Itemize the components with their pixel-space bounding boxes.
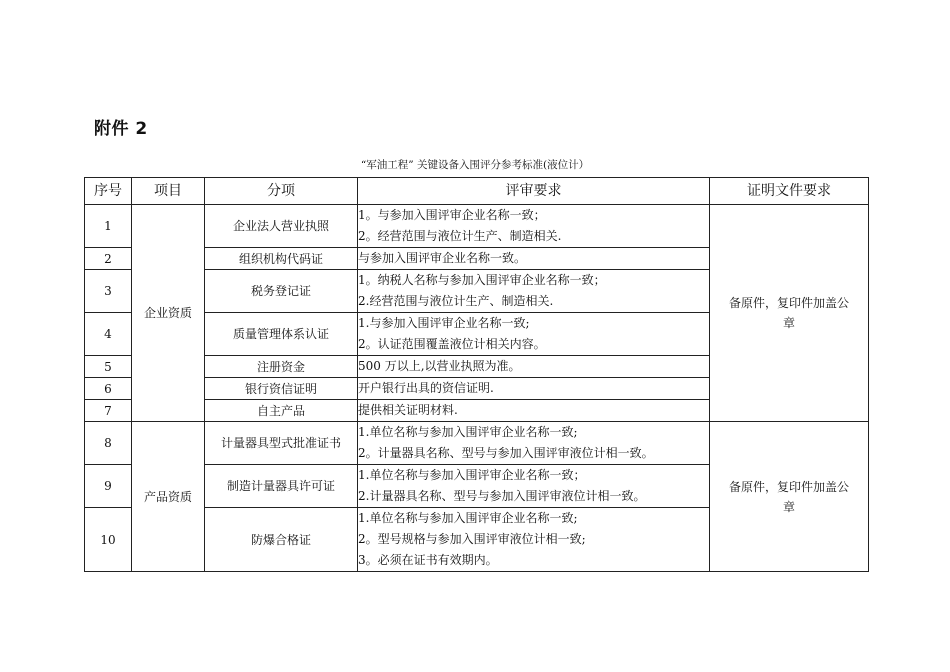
requirement-cell: [358, 356, 710, 378]
proof-line: 章: [782, 499, 795, 514]
row-number: 8: [85, 422, 132, 465]
subitem-cell: 组织机构代码证: [205, 248, 358, 270]
requirement-cell: [358, 465, 710, 508]
subitem-cell: 税务登记证: [205, 270, 358, 313]
project-cell: 企业资质: [132, 205, 205, 422]
col-header-requirement: 评审要求: [358, 178, 710, 205]
subitem-cell: 防爆合格证: [205, 508, 358, 572]
requirement-line: 1。纳税人名称与参加入围评审企业名称一致；: [358, 273, 606, 287]
requirement-line: 3。必须在证书有效期内。: [358, 553, 498, 567]
subitem-cell: 制造计量器具许可证: [205, 465, 358, 508]
requirement-cell: [358, 422, 710, 465]
attachment-heading: 附件 2: [94, 119, 148, 139]
requirement-line: 1.单位名称与参加入围评审企业名称一致；: [358, 468, 586, 482]
requirement-line: 1.单位名称与参加入围评审企业名称一致;: [358, 425, 578, 439]
row-number: 10: [85, 508, 132, 572]
requirement-line: 2.计量器具名称、型号与参加入围评审液位计相一致。: [358, 489, 646, 503]
proof-cell: [710, 205, 869, 422]
table-header-row: [85, 178, 869, 205]
requirement-line: 开户银行出具的资信证明.: [358, 381, 494, 395]
table-row: [85, 205, 869, 248]
row-number: 1: [85, 205, 132, 248]
col-header-proof: 证明文件要求: [710, 178, 869, 205]
requirement-line: 2。型号规格与参加入围评审液位计相一致;: [358, 532, 586, 546]
row-number: 6: [85, 378, 132, 400]
proof-line: 备原件，复印件加盖公: [728, 479, 849, 494]
col-header-no: 序号: [85, 178, 132, 205]
proof-line: 章: [782, 316, 795, 330]
subitem-cell: 企业法人营业执照: [205, 205, 358, 248]
row-number: 7: [85, 400, 132, 422]
project-cell: 产品资质: [132, 422, 205, 572]
requirement-cell: [358, 400, 710, 422]
requirement-line: 500 万以上,以营业执照为准。: [358, 359, 521, 373]
subitem-cell: 自主产品: [205, 400, 358, 422]
requirement-cell: [358, 313, 710, 356]
requirement-line: 1.单位名称与参加入围评审企业名称一致;: [358, 511, 578, 525]
requirement-line: 提供相关证明材料.: [358, 403, 458, 417]
requirement-line: 1.与参加入围评审企业名称一致;: [358, 316, 530, 330]
requirement-line: 2.经营范围与液位计生产、制造相关.: [358, 294, 554, 308]
row-number: 3: [85, 270, 132, 313]
row-number: 5: [85, 356, 132, 378]
requirement-line: 与参加入围评审企业名称一致。: [358, 251, 527, 265]
subitem-cell: 注册资金: [205, 356, 358, 378]
requirement-line: 2。计量器具名称、型号与参加入围评审液位计相一致。: [358, 446, 654, 460]
proof-line: 备原件，复印件加盖公: [728, 296, 849, 310]
requirement-line: 1。与参加入围评审企业名称一致；: [358, 208, 546, 222]
col-header-project: 项目: [132, 178, 205, 205]
scoring-table: [84, 177, 869, 572]
table-title: “军油工程” 关键设备入围评分参考标准(液位计）: [360, 159, 590, 171]
subitem-cell: 银行资信证明: [205, 378, 358, 400]
requirement-cell: [358, 378, 710, 400]
subitem-cell: 质量管理体系认证: [205, 313, 358, 356]
col-header-subitem: 分项: [205, 178, 358, 205]
table-row: [85, 422, 869, 465]
requirement-cell: [358, 205, 710, 248]
proof-cell: [710, 422, 869, 572]
requirement-cell: [358, 248, 710, 270]
requirement-cell: [358, 508, 710, 572]
requirement-line: 2。认证范围覆盖液位计相关内容。: [358, 337, 546, 351]
row-number: 4: [85, 313, 132, 356]
row-number: 2: [85, 248, 132, 270]
requirement-cell: [358, 270, 710, 313]
row-number: 9: [85, 465, 132, 508]
requirement-line: 2。经营范围与液位计生产、制造相关.: [358, 229, 562, 243]
subitem-cell: 计量器具型式批准证书: [205, 422, 358, 465]
